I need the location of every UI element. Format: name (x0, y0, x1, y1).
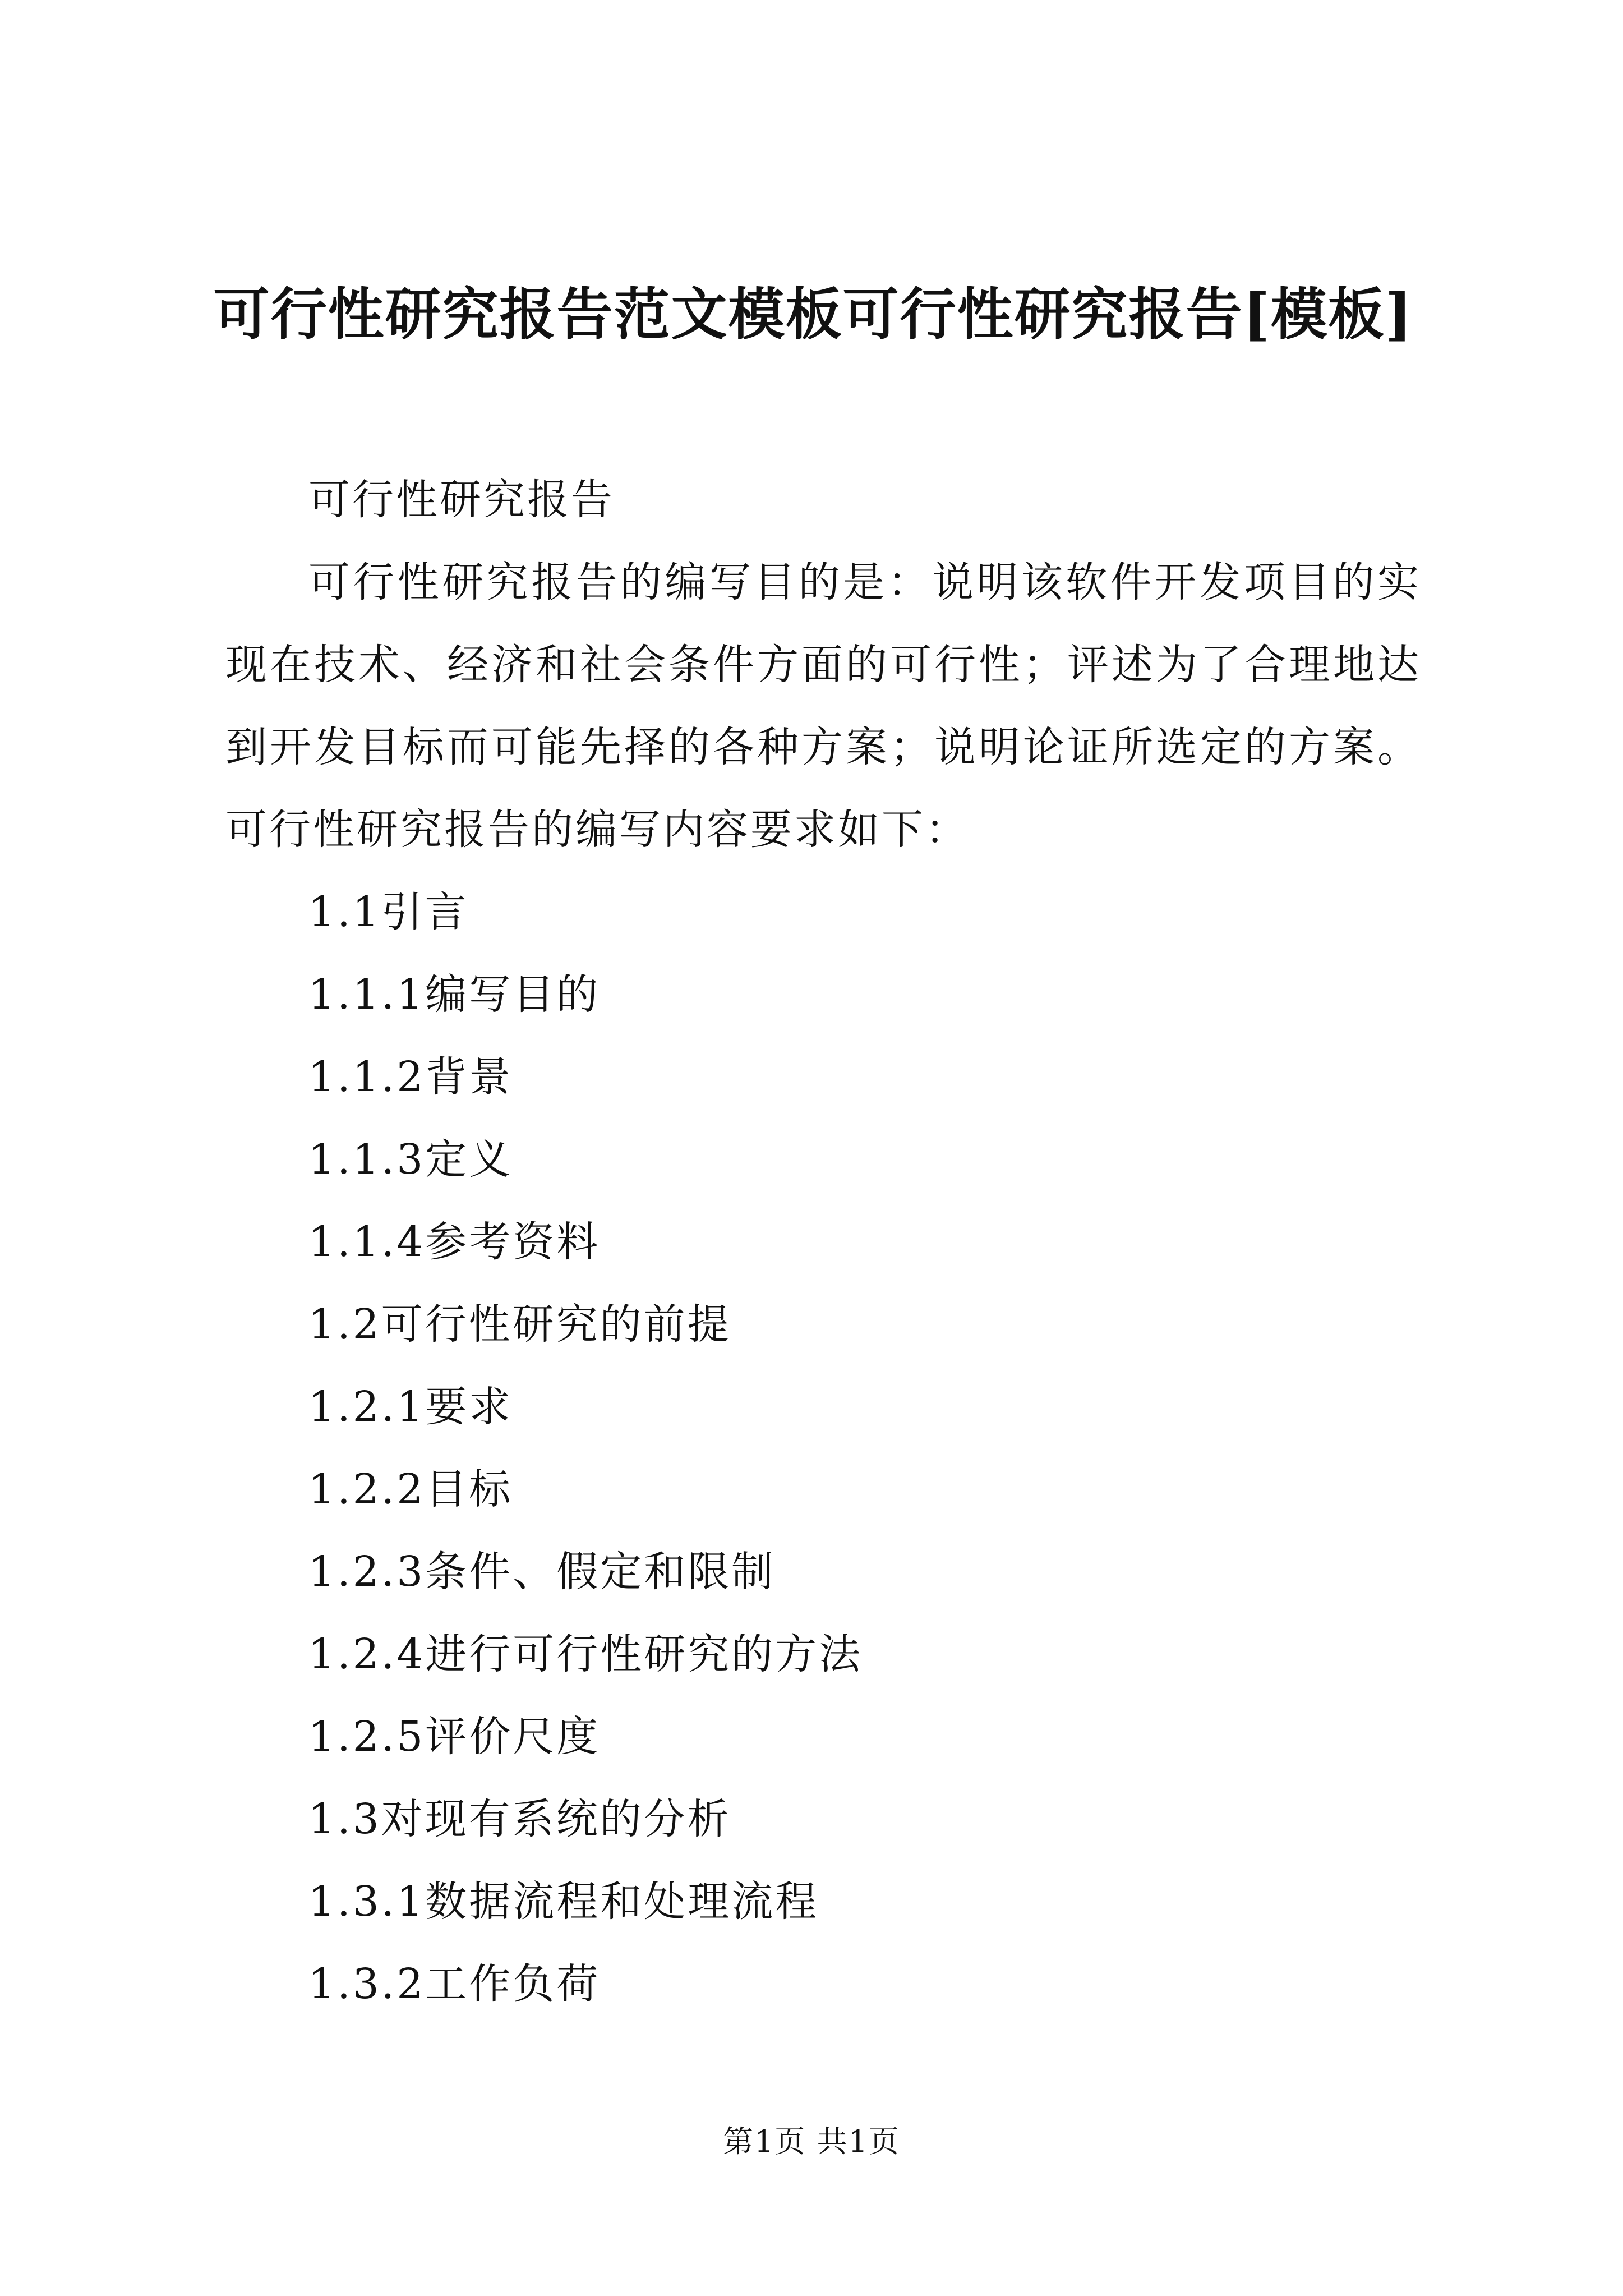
outline-item: 1.1.4参考资料 (308, 1218, 601, 1266)
outline-item: 1.1.1编写目的 (308, 970, 601, 1019)
subheading: 可行性研究报告 (308, 476, 615, 524)
outline-item: 1.3.1数据流程和处理流程 (308, 1878, 819, 1926)
outline-item: 1.2.1要求 (308, 1383, 513, 1431)
outline-item: 1.1引言 (308, 888, 469, 936)
outline-item: 1.1.2背景 (308, 1053, 513, 1101)
outline-item: 1.3对现有系统的分析 (308, 1795, 731, 1843)
outline-item: 1.2.3条件、假定和限制 (308, 1548, 776, 1596)
document-title: 可行性研究报告范文模板可行性研究报告[模板] (213, 281, 1413, 347)
outline-list (225, 871, 1421, 2026)
intro-paragraph: 可行性研究报告的编写目的是：说明该软件开发项目的实现在技术、经济和社会条件方面的可行性；评述为了合理地达到开发目标而可能先择的各种方案；说明论证所选定的方案。可行性研究报告的编写内容要求如下： (225, 558, 1421, 854)
outline-item: 1.1.3定义 (308, 1135, 513, 1184)
page-footer: 第1页 共1页 (723, 2124, 900, 2159)
outline-item: 1.2可行性研究的前提 (308, 1300, 731, 1349)
outline-item: 1.2.2目标 (308, 1465, 513, 1513)
outline-item: 1.2.5评价尺度 (308, 1713, 601, 1761)
outline-item: 1.3.2工作负荷 (308, 1960, 601, 2008)
document-body (225, 459, 1421, 2026)
outline-item: 1.2.4进行可行性研究的方法 (308, 1630, 863, 1678)
